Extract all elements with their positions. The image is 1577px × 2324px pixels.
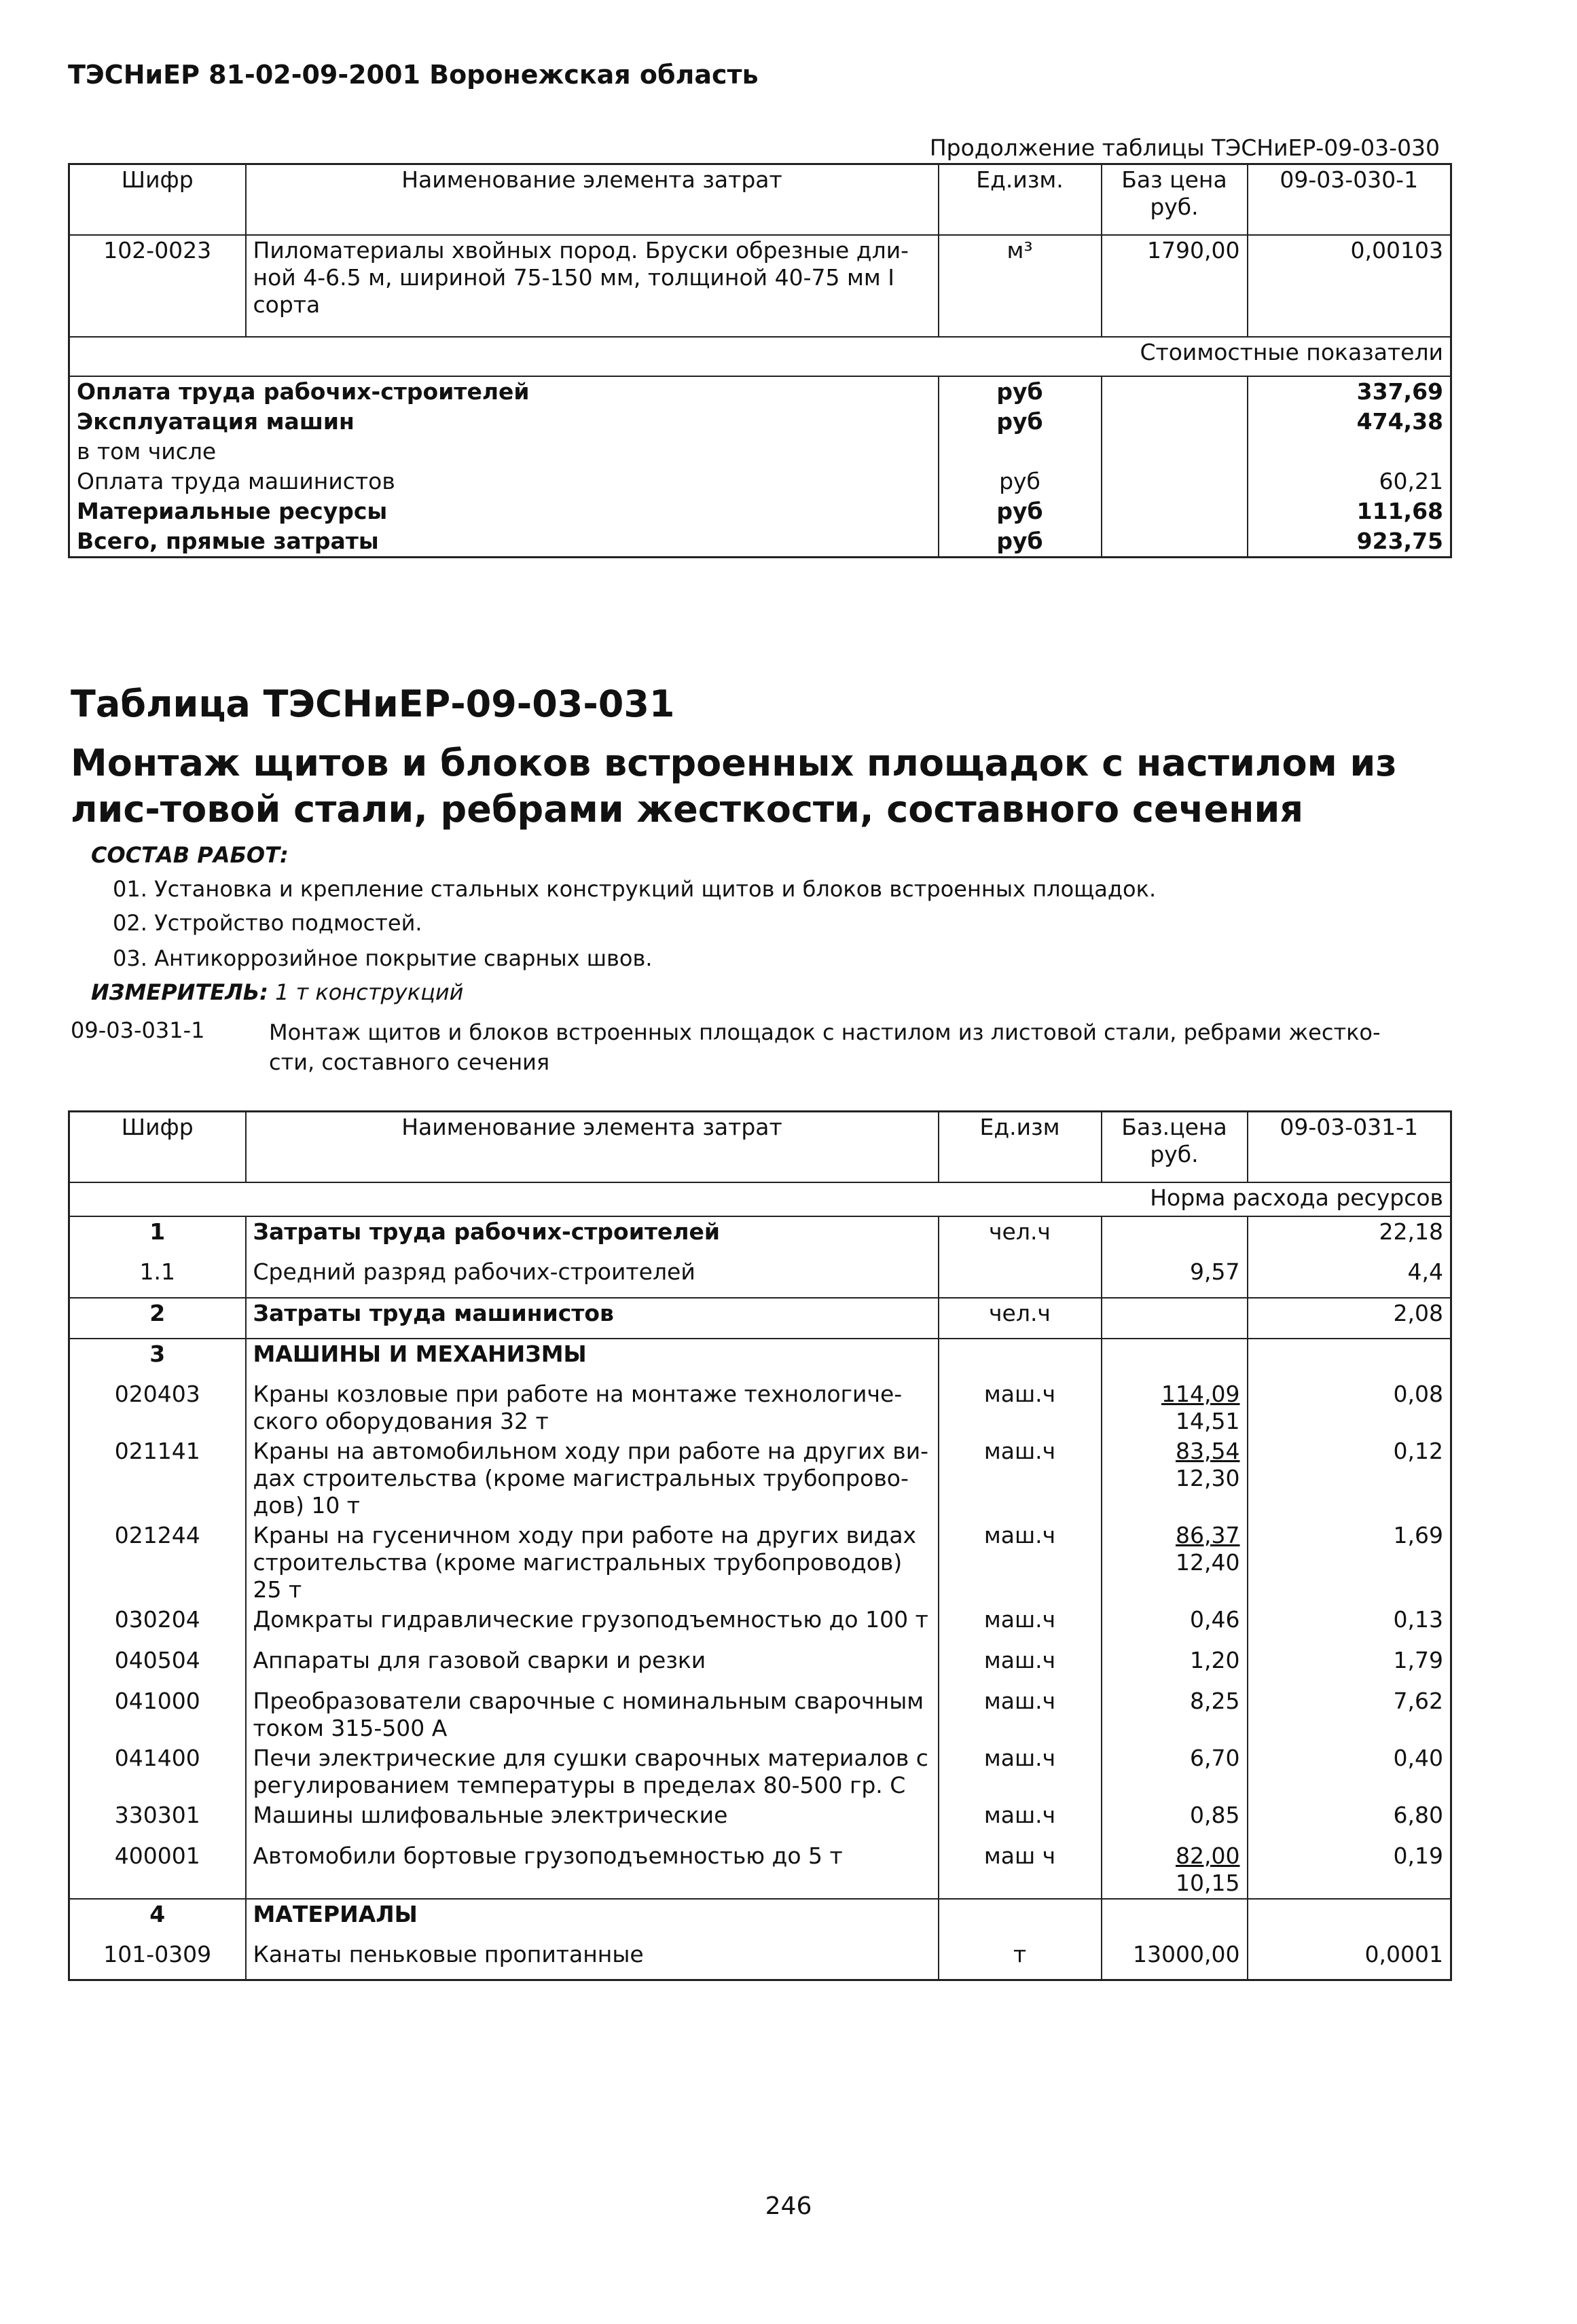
row-price-value: 6,70 <box>1190 1744 1240 1771</box>
cost-row <box>69 407 1451 437</box>
table-row <box>69 1339 1451 1379</box>
row-price-value: 8,25 <box>1190 1687 1240 1714</box>
table-subtitle: Монтаж щитов и блоков встроенных площадок с настилом из лис-товой стали, ребрами жесткости, составного сечения <box>71 742 1397 831</box>
measure-line <box>91 979 463 1005</box>
row-name: Средний разряд рабочих-строителей <box>246 1257 939 1298</box>
header-code: Шифр <box>69 1112 246 1182</box>
table-031 <box>68 1110 1452 1981</box>
row-price-value: 86,37 <box>1176 1521 1240 1548</box>
row-unit: маш.ч <box>939 1686 1102 1743</box>
measure-label: ИЗМЕРИТЕЛЬ: <box>91 979 268 1005</box>
table-030-continuation <box>68 163 1452 558</box>
row-code: 102-0023 <box>103 236 212 264</box>
header-unit: Ед.изм. <box>939 164 1102 235</box>
cost-name: в том числе <box>77 437 217 465</box>
cost-name: Всего, прямые затраты <box>77 527 379 554</box>
item-description: Монтаж щитов и блоков встроенных площадок с настилом из листовой стали, ребрами жестко-сти, составного сечения <box>269 1019 1381 1075</box>
row-rate: 2,08 <box>1248 1298 1451 1339</box>
row-rate <box>1248 1339 1451 1379</box>
row-price-secondary: 10,15 <box>1176 1869 1240 1896</box>
header-name: Наименование элемента затрат <box>246 1112 939 1182</box>
row-code: 101-0309 <box>103 1940 212 1967</box>
header-unit: Ед.изм <box>939 1112 1102 1182</box>
cost-price <box>1102 526 1248 558</box>
continuation-caption: Продолжение таблицы ТЭСНиЕР-09-03-030 <box>929 134 1440 161</box>
table-row <box>69 1379 1451 1436</box>
row-name: Аппараты для газовой сварки и резки <box>246 1646 939 1686</box>
header-price: Баз цена руб. <box>1102 164 1248 235</box>
row-price-secondary: 12,30 <box>1176 1464 1240 1491</box>
header-code: Шифр <box>69 164 246 235</box>
row-code: 040504 <box>114 1646 200 1673</box>
row-rate: 7,62 <box>1248 1686 1451 1743</box>
cost-row <box>69 376 1451 407</box>
row-code: 021141 <box>114 1437 200 1464</box>
row-code: 041400 <box>114 1744 200 1771</box>
row-rate: 0,40 <box>1248 1743 1451 1800</box>
row-price-value: 83,54 <box>1176 1437 1240 1464</box>
row-price-secondary: 12,40 <box>1176 1548 1240 1576</box>
row-rate: 0,00103 <box>1248 235 1451 337</box>
cost-value <box>1248 437 1451 467</box>
cost-price <box>1102 467 1248 496</box>
row-rate: 1,79 <box>1248 1646 1451 1686</box>
row-name: Преобразователи сварочные с номинальным сварочным током 315-500 А <box>246 1686 939 1743</box>
row-name: Краны козловые при работе на монтаже технологиче-ского оборудования 32 т <box>246 1379 939 1436</box>
row-name: Машины шлифовальные электрические <box>246 1800 939 1841</box>
row-code: 2 <box>149 1299 166 1326</box>
table-row <box>69 1257 1451 1298</box>
row-price-value: 114,09 <box>1161 1380 1240 1407</box>
row-rate: 0,19 <box>1248 1841 1451 1899</box>
header-rate: 09-03-030-1 <box>1248 164 1451 235</box>
row-code: 1 <box>149 1218 166 1245</box>
row-rate: 0,0001 <box>1248 1940 1451 1980</box>
row-unit: чел.ч <box>939 1216 1102 1257</box>
cost-price <box>1102 496 1248 526</box>
row-unit <box>939 1899 1102 1940</box>
page-header: ТЭСНиЕР 81-02-09-2001 Воронежская область <box>68 60 759 90</box>
row-price-value: 9,57 <box>1190 1258 1240 1285</box>
cost-value: 111,68 <box>1248 496 1451 526</box>
table-row <box>69 1298 1451 1339</box>
row-rate: 1,69 <box>1248 1521 1451 1605</box>
row-unit: маш.ч <box>939 1800 1102 1841</box>
table-row <box>69 1899 1451 1940</box>
works-label: СОСТАВ РАБОТ: <box>91 842 289 868</box>
header-rate: 09-03-031-1 <box>1248 1112 1451 1182</box>
table-row <box>69 1605 1451 1646</box>
table-row <box>69 1841 1451 1899</box>
row-name: Затраты труда рабочих-строителей <box>246 1216 939 1257</box>
cost-price <box>1102 407 1248 437</box>
cost-value: 923,75 <box>1248 526 1451 558</box>
cost-name: Оплата труда рабочих-строителей <box>77 378 530 405</box>
cost-value: 60,21 <box>1248 467 1451 496</box>
row-price: 1790,00 <box>1102 235 1248 337</box>
measure-value: 1 т конструкций <box>275 979 464 1005</box>
row-code: 4 <box>149 1900 166 1927</box>
cost-name: Эксплуатация машин <box>77 407 355 435</box>
row-price <box>1102 1216 1248 1257</box>
row-price <box>1102 1686 1248 1743</box>
work-item: 02. Устройство подмостей. <box>113 910 422 936</box>
cost-unit: руб <box>939 376 1102 407</box>
table-row <box>69 1743 1451 1800</box>
row-price-value: 82,00 <box>1176 1842 1240 1869</box>
row-unit: маш ч <box>939 1841 1102 1899</box>
header-name: Наименование элемента затрат <box>246 164 939 235</box>
table-row <box>69 1940 1451 1980</box>
row-unit <box>939 1257 1102 1298</box>
row-price <box>1102 1940 1248 1980</box>
table-row <box>69 1436 1451 1521</box>
row-unit: маш.ч <box>939 1379 1102 1436</box>
cost-name: Оплата труда машинистов <box>77 467 395 494</box>
table-row <box>69 235 1451 337</box>
section-norm: Норма расхода ресурсов <box>1150 1184 1443 1211</box>
row-code: 1.1 <box>139 1258 175 1285</box>
cost-price <box>1102 437 1248 467</box>
row-unit: маш.ч <box>939 1605 1102 1646</box>
cost-unit <box>939 437 1102 467</box>
row-price <box>1102 1436 1248 1521</box>
row-unit: чел.ч <box>939 1298 1102 1339</box>
row-unit: м³ <box>939 235 1102 337</box>
row-price <box>1102 1743 1248 1800</box>
cost-unit: руб <box>939 526 1102 558</box>
row-price-value: 0,46 <box>1190 1605 1240 1633</box>
row-name: Пиломатериалы хвойных пород. Бруски обрезные дли-ной 4-6.5 м, шириной 75-150 мм, толщиной 40-75 мм I сорта <box>246 235 939 337</box>
row-price <box>1102 1646 1248 1686</box>
row-name: МАТЕРИАЛЫ <box>246 1899 939 1940</box>
row-price <box>1102 1339 1248 1379</box>
row-unit: маш.ч <box>939 1436 1102 1521</box>
row-price <box>1102 1521 1248 1605</box>
row-price <box>1102 1257 1248 1298</box>
row-price <box>1102 1800 1248 1841</box>
row-code: 041000 <box>114 1687 200 1714</box>
row-price-value: 0,85 <box>1190 1801 1240 1828</box>
row-rate: 4,4 <box>1248 1257 1451 1298</box>
row-rate: 0,12 <box>1248 1436 1451 1521</box>
row-rate: 0,13 <box>1248 1605 1451 1646</box>
table-row <box>69 1216 1451 1257</box>
cost-row <box>69 437 1451 467</box>
cost-value: 474,38 <box>1248 407 1451 437</box>
row-unit: маш.ч <box>939 1743 1102 1800</box>
table-title: Таблица ТЭСНиЕР-09-03-031 <box>71 683 675 725</box>
cost-row <box>69 496 1451 526</box>
row-code: 400001 <box>114 1842 200 1869</box>
row-price-secondary: 14,51 <box>1176 1407 1240 1434</box>
work-item: 01. Установка и крепление стальных конструкций щитов и блоков встроенных площадок. <box>113 876 1157 902</box>
row-price <box>1102 1298 1248 1339</box>
table-row <box>69 1686 1451 1743</box>
header-price: Баз.цена руб. <box>1102 1112 1248 1182</box>
row-price <box>1102 1899 1248 1940</box>
table-row <box>69 1646 1451 1686</box>
cost-value: 337,69 <box>1248 376 1451 407</box>
row-unit <box>939 1339 1102 1379</box>
cost-unit: руб <box>939 496 1102 526</box>
row-code: 030204 <box>114 1605 200 1633</box>
row-name: Затраты труда машинистов <box>246 1298 939 1339</box>
row-name: Краны на гусеничном ходу при работе на других видах строительства (кроме магистральных трубопроводов) 25 т <box>246 1521 939 1605</box>
row-name: МАШИНЫ И МЕХАНИЗМЫ <box>246 1339 939 1379</box>
table-row <box>69 1800 1451 1841</box>
row-code: 330301 <box>114 1801 200 1828</box>
row-price <box>1102 1841 1248 1899</box>
row-name: Печи электрические для сушки сварочных материалов с регулированием температуры в пределах 80-500 гр. С <box>246 1743 939 1800</box>
row-name: Канаты пеньковые пропитанные <box>246 1940 939 1980</box>
row-code: 020403 <box>114 1380 200 1407</box>
row-name: Домкраты гидравлические грузоподъемностью до 100 т <box>246 1605 939 1646</box>
section-cost-indicators: Стоимостные показатели <box>1140 338 1443 365</box>
cost-row <box>69 467 1451 496</box>
row-code: 021244 <box>114 1521 200 1548</box>
cost-row <box>69 526 1451 558</box>
cost-unit: руб <box>939 407 1102 437</box>
row-unit: т <box>939 1940 1102 1980</box>
work-item: 03. Антикоррозийное покрытие сварных швов. <box>113 945 653 971</box>
row-rate: 6,80 <box>1248 1800 1451 1841</box>
row-price-value: 1,20 <box>1190 1646 1240 1673</box>
row-price <box>1102 1605 1248 1646</box>
row-unit: маш.ч <box>939 1646 1102 1686</box>
row-name: Автомобили бортовые грузоподъемностью до 5 т <box>246 1841 939 1899</box>
row-price-value: 13000,00 <box>1133 1940 1240 1967</box>
table-row <box>69 1521 1451 1605</box>
row-name: Краны на автомобильном ходу при работе на других ви-дах строительства (кроме магистральных трубопрово-дов) 10 т <box>246 1436 939 1521</box>
page-number: 246 <box>765 2192 812 2220</box>
cost-unit: руб <box>939 467 1102 496</box>
row-code: 3 <box>149 1340 166 1367</box>
row-rate <box>1248 1899 1451 1940</box>
cost-price <box>1102 376 1248 407</box>
row-rate: 22,18 <box>1248 1216 1451 1257</box>
row-rate: 0,08 <box>1248 1379 1451 1436</box>
row-unit: маш.ч <box>939 1521 1102 1605</box>
row-price <box>1102 1379 1248 1436</box>
cost-name: Материальные ресурсы <box>77 497 388 524</box>
item-code: 09-03-031-1 <box>71 1017 205 1043</box>
